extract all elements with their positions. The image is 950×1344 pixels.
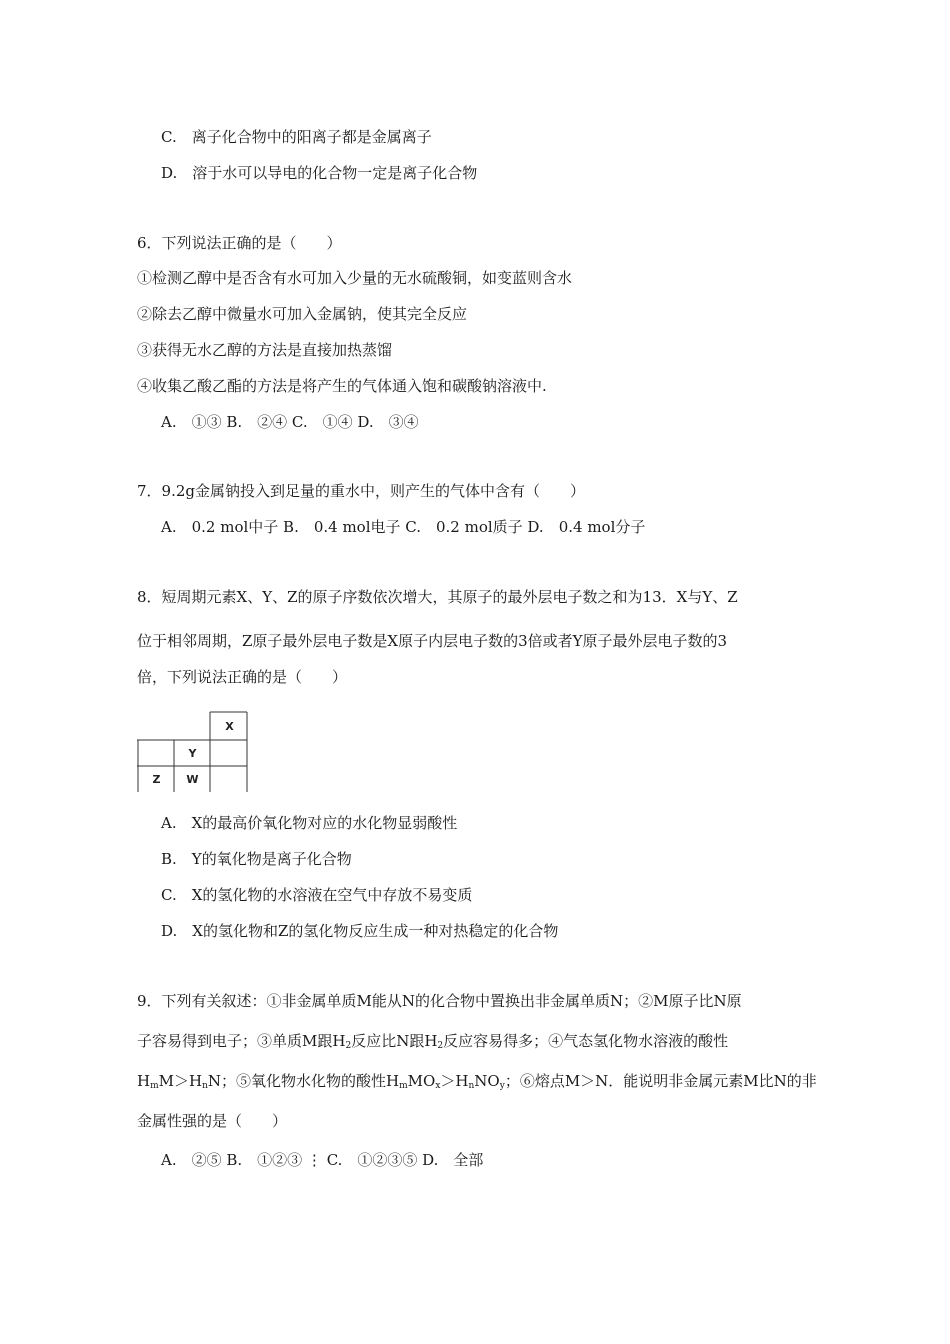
q8-option-d: D. X的氢化物和Z的氢化物反应生成一种对热稳定的化合物: [161, 922, 559, 940]
q6-statement-2: ②除去乙醇中微量水可加入金属钠，使其完全反应: [137, 305, 468, 323]
q5-option-c: C. 离子化合物中的阳离子都是金属离子: [161, 128, 432, 146]
q6-statement-4: ④收集乙酸乙酯的方法是将产生的气体通入饱和碳酸钠溶液中.: [137, 377, 547, 395]
cell-w: W: [186, 773, 199, 786]
q8-option-a: A. X的最高价氧化物对应的水化物显弱酸性: [161, 814, 458, 832]
q8-option-b: B. Y的氧化物是离子化合物: [161, 850, 352, 868]
periodic-table-fragment: [137, 711, 249, 793]
q6-statement-1: ①检测乙醇中是否含有水可加入少量的无水硫酸铜，如变蓝则含水: [137, 269, 573, 287]
q7-options: A. 0.2 mol中子 B. 0.4 mol电子 C. 0.2 mol质子 D. 0.4 mol分子: [161, 518, 646, 536]
cell-z: Z: [152, 773, 161, 786]
q9-stem-line-3: $H_mM>H_nN$；⑤氧化物水化物的酸性$H_mMO_x>H_nNO_y$；⑥熔点M＞N．能说明非金属元素M比N的非: [137, 1072, 817, 1091]
cell-x: X: [225, 720, 234, 733]
q8-option-c: C. X的氢化物的水溶液在空气中存放不易变质: [161, 886, 473, 904]
q9-stem-line-4: 金属性强的是（ ）: [137, 1112, 288, 1130]
q8-stem-line-3: 倍，下列说法正确的是（ ）: [137, 668, 348, 686]
q5-option-d: D. 溶于水可以导电的化合物一定是离子化合物: [161, 164, 478, 182]
q9-stem-line-1: 9．下列有关叙述：①非金属单质M能从N的化合物中置换出非金属单质N；②M原子比N原: [137, 992, 742, 1010]
q9-stem-line-2: 子容易得到电子；③单质M跟$H_2$反应比N跟$H_2$反应容易得多；④气态氢化物水溶液的酸性: [137, 1032, 729, 1051]
q7-stem: 7．9.2g金属钠投入到足量的重水中，则产生的气体中含有（ ）: [137, 482, 586, 500]
q8-stem-line-2: 位于相邻周期，Z原子最外层电子数是X原子内层电子数的3倍或者Y原子最外层电子数的3: [137, 632, 728, 650]
q6-statement-3: ③获得无水乙醇的方法是直接加热蒸馏: [137, 341, 393, 359]
q9-options: A. ②⑤ B. ①②③ ⋮ C. ①②③⑤ D. 全部: [161, 1151, 484, 1169]
q8-stem-line-1: 8．短周期元素X、Y、Z的原子序数依次增大，其原子的最外层电子数之和为13．X与Y、Z: [137, 588, 738, 606]
q6-options: A. ①③ B. ②④ C. ①④ D. ③④: [161, 413, 419, 431]
cell-y: Y: [188, 747, 197, 760]
q6-stem: 6．下列说法正确的是（ ）: [137, 234, 342, 252]
